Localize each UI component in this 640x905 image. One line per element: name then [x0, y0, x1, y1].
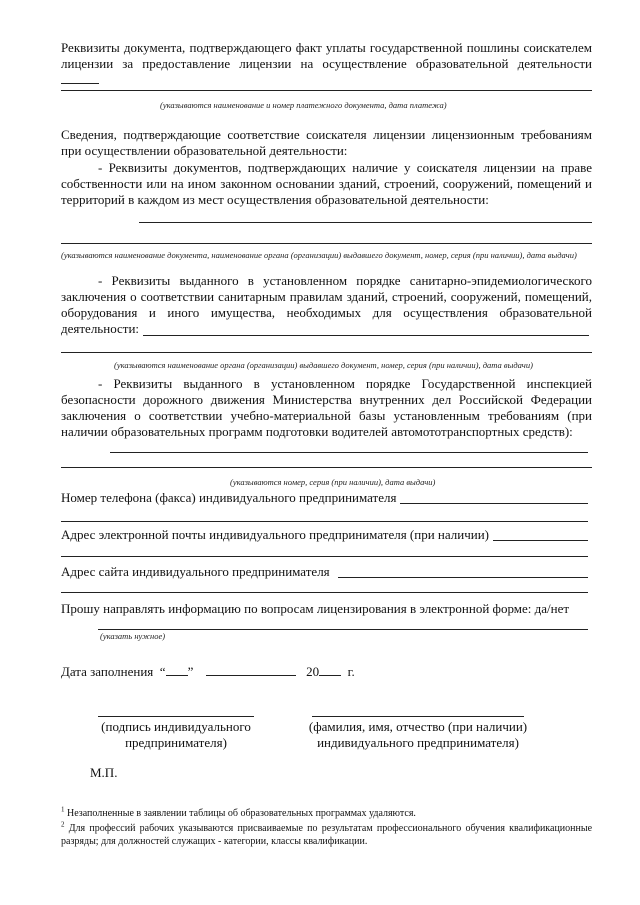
website-label: Адрес сайта индивидуального предпринимателя [61, 564, 330, 579]
email-input-line[interactable] [493, 540, 588, 541]
gibdd-details-note: (указываются номер, серия (при наличии), дата выдачи) [230, 477, 436, 487]
phone-label: Номер телефона (факса) индивидуального предпринимателя [61, 490, 397, 505]
full-name-line[interactable] [312, 716, 524, 717]
date-year-field[interactable] [319, 664, 341, 676]
electronic-form-request: Прошу направлять информацию по вопросам лицензирования в электронной форме: да/нет [61, 601, 570, 616]
footnote-1: $^1$ Незаполненные в заявлении таблицы об образовательных программах удаляются. [61, 805, 416, 819]
gibdd-conclusion-paragraph: - Реквизиты выданного в установленном порядке Государственной инспекцией безопасности дорожного движения Министерства внутренних дел Российской Федерации заключения о соответствии учебно-материальной базы установленным требованиям (при наличии образовательных программ подготовки водителей автомототранспортных средств): [61, 376, 592, 439]
date-month-field[interactable] [206, 664, 296, 676]
website-extra-line[interactable] [61, 592, 588, 593]
fee-requisites-paragraph: Реквизиты документа, подтверждающего факт уплаты государственной пошлины соискателем лицензии за предоставление лицензии на осуществление образовательной деятельности [61, 40, 592, 88]
signature-caption: (подпись индивидуального предпринимателя) [101, 719, 251, 750]
stamp-place: М.П. [90, 765, 118, 780]
sanitary-details-line[interactable] [61, 352, 592, 353]
premises-inline-line[interactable] [139, 222, 592, 223]
phone-extra-line[interactable] [61, 521, 588, 522]
gibdd-details-line[interactable] [61, 467, 592, 468]
email-extra-line[interactable] [61, 556, 588, 557]
premises-requisites-paragraph: - Реквизиты документов, подтверждающих наличие у соискателя лицензии на праве собственности или на ином законном основании зданий, строений, сооружений, помещений и территорий в каждом из мест осуществления образовательной деятельности: [61, 160, 592, 207]
phone-input-line[interactable] [400, 503, 588, 504]
email-label: Адрес электронной почты индивидуального предпринимателя (при наличии) [61, 527, 489, 542]
sanitary-conclusion-paragraph: - Реквизиты выданного в установленном порядке санитарно-эпидемиологического заключения о соответствии санитарным правилам зданий, строений, сооружений, помещений, оборудования и иного имущества, необходимых для осуществления образовательной деятельности: [61, 273, 592, 336]
sanitary-details-note: (указываются наименование органа (организации) выдавшего документ, номер, серия (при наличии), дата выдачи) [114, 360, 533, 370]
premises-details-line[interactable] [61, 243, 592, 244]
date-day-field[interactable] [166, 664, 188, 676]
fee-blank-line[interactable] [61, 72, 99, 84]
fill-date-row: Дата заполнения “ ” 20 г. [61, 664, 355, 679]
premises-details-note: (указываются наименование документа, наименование органа (организации) выдавшего документ, номер, серия (при наличии), дата выдачи) [61, 250, 577, 260]
sanitary-inline-line[interactable] [143, 335, 589, 336]
footnote-2: $^2$ Для профессий рабочих указываются присваиваемые по результатам профессионального обучения квалификационные разряды; для должностей служащих - категории, классы квалификации. [61, 820, 593, 847]
electronic-form-answer-line[interactable] [98, 629, 588, 630]
fee-details-note: (указываются наименование и номер платежного документа, дата платежа) [160, 100, 447, 110]
fee-details-line[interactable] [61, 90, 592, 91]
electronic-form-note: (указать нужное) [100, 631, 166, 641]
compliance-heading: Сведения, подтверждающие соответствие соискателя лицензии лицензионным требованиям при осуществлении образовательной деятельности: [61, 127, 592, 158]
signature-line[interactable] [98, 716, 254, 717]
fill-date-label: Дата заполнения [61, 664, 154, 679]
website-input-line[interactable] [338, 577, 588, 578]
full-name-caption: (фамилия, имя, отчество (при наличии) индивидуального предпринимателя) [308, 719, 528, 750]
gibdd-inline-line[interactable] [110, 452, 588, 453]
